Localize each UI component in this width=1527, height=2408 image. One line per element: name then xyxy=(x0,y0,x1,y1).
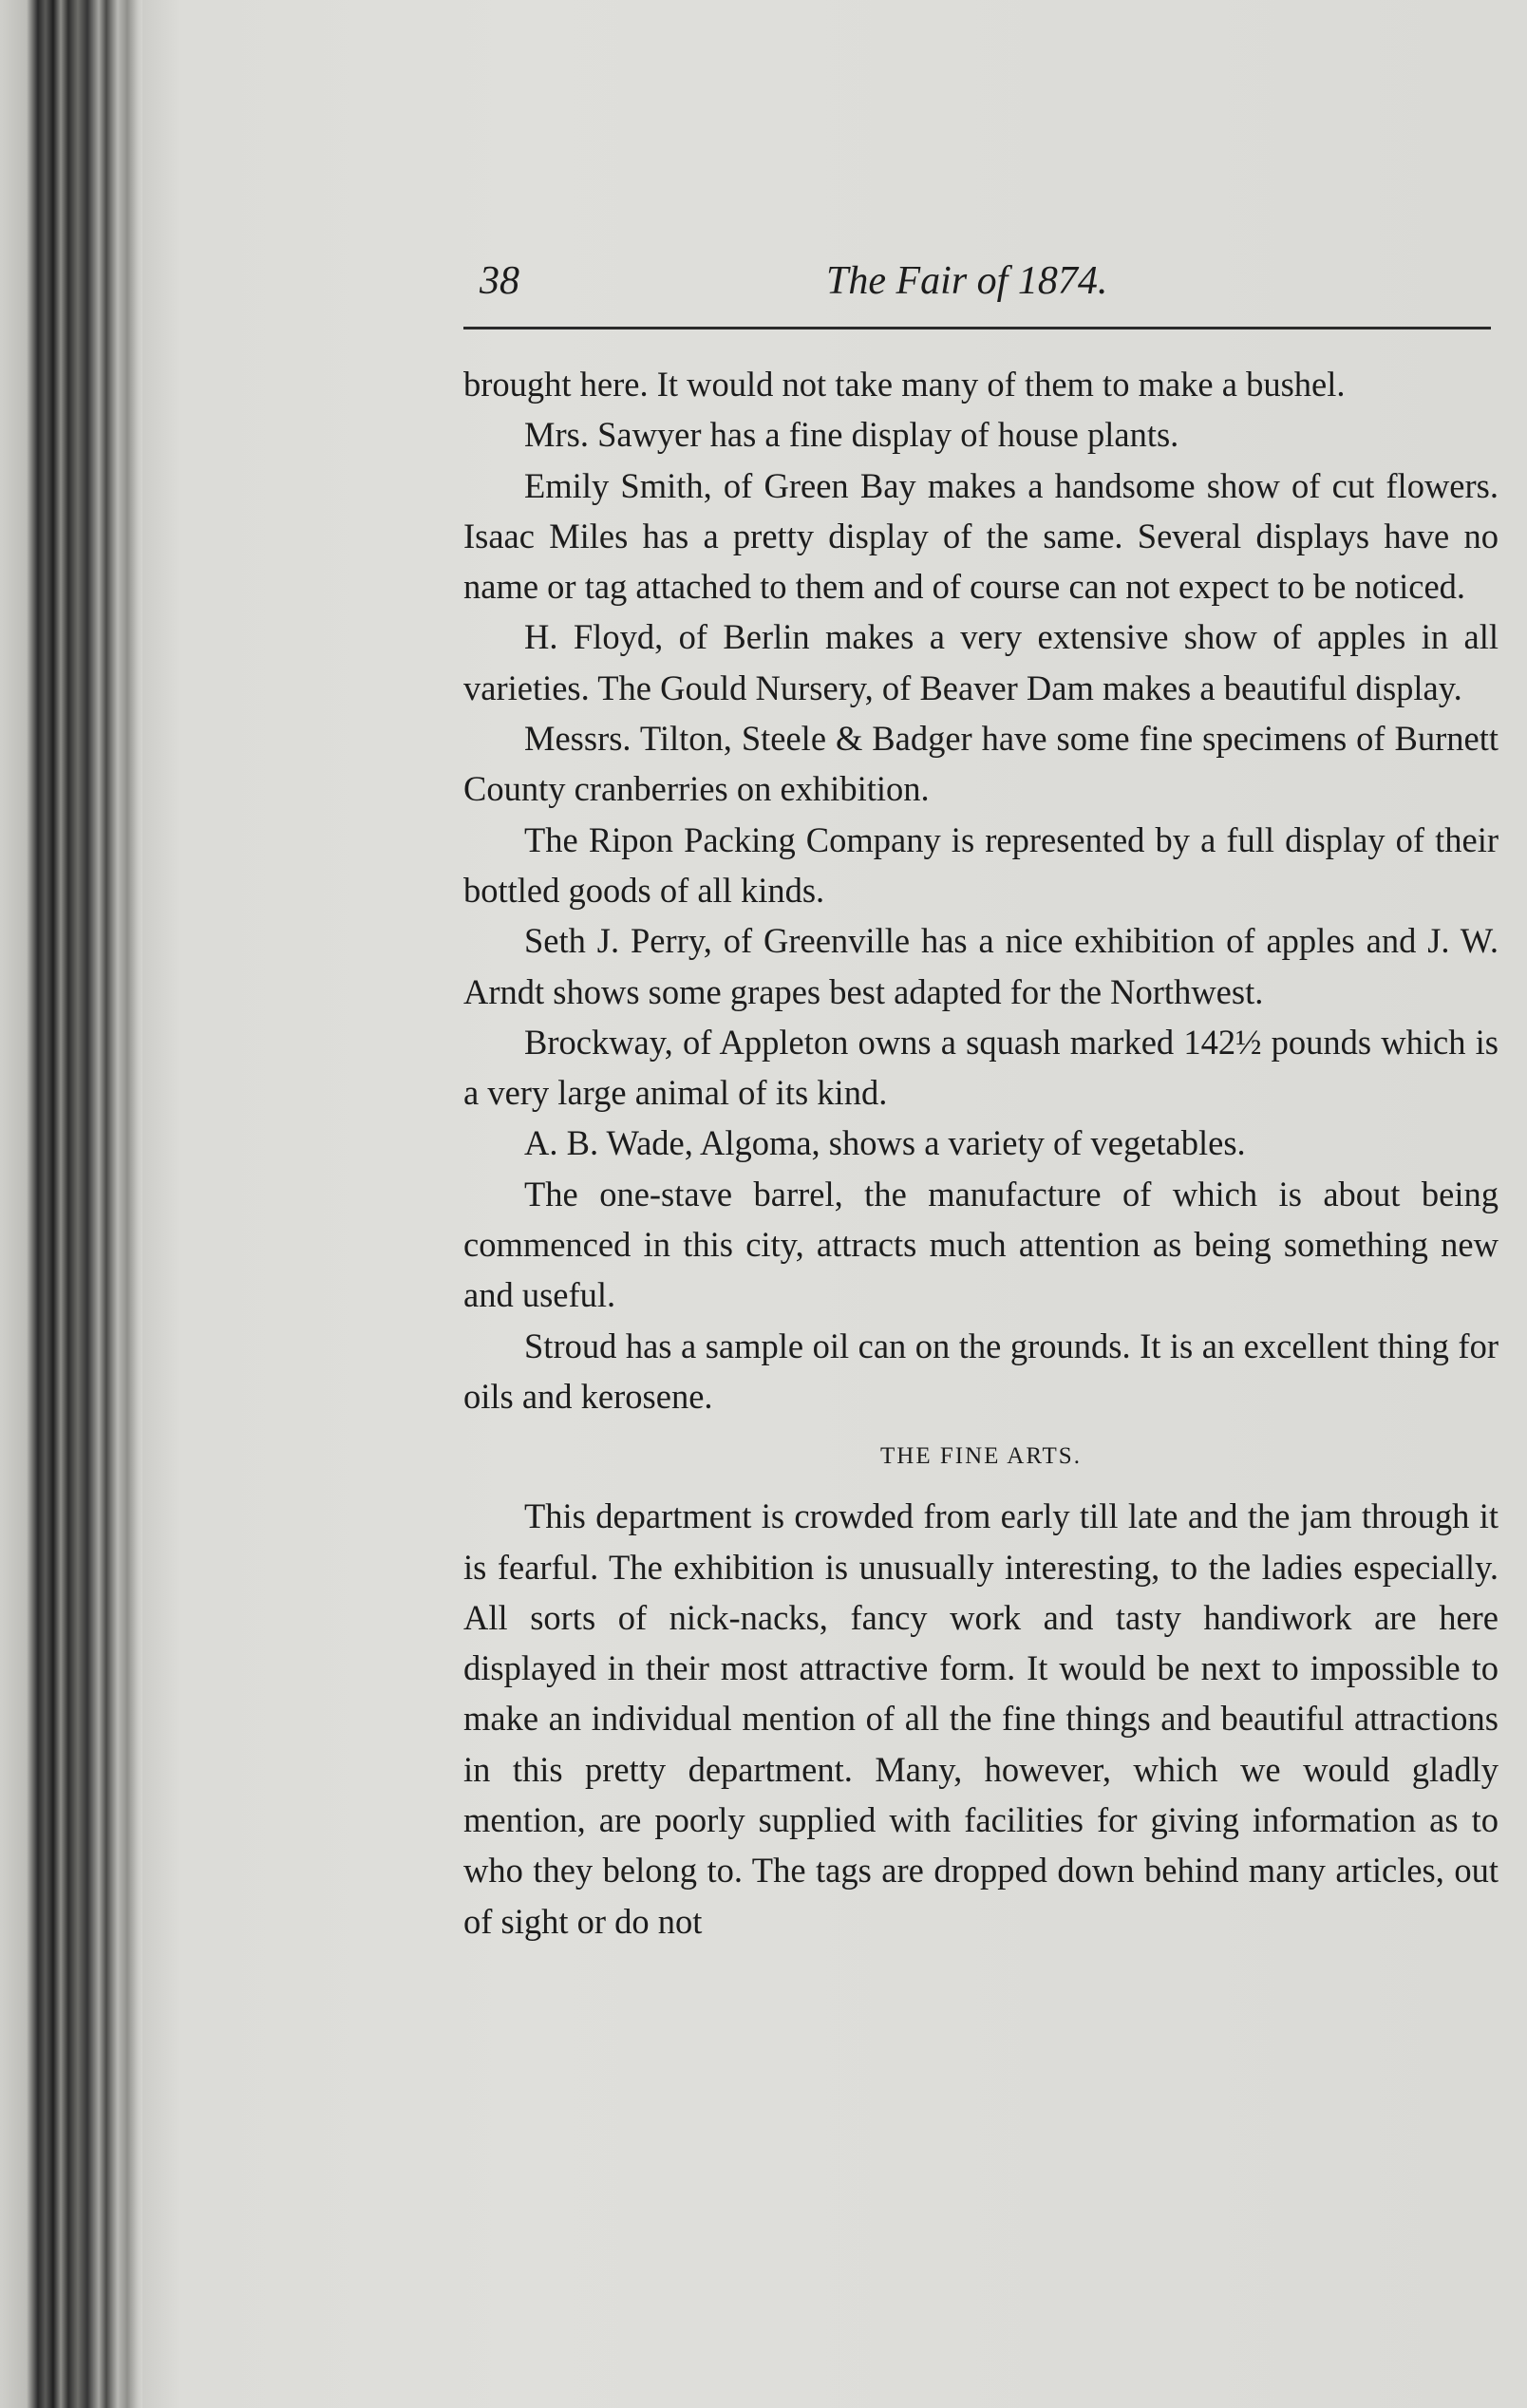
paragraph: Stroud has a sample oil can on the grounds. It is an excellent thing for oils and kerosene. xyxy=(463,1326,1499,1416)
paragraph: A. B. Wade, Algoma, shows a variety of vegetables. xyxy=(524,1123,1246,1163)
running-head xyxy=(480,258,1496,315)
paragraph: Emily Smith, of Green Bay makes a handsome show of cut flowers. Isaac Miles has a pretty display of the same. Several displays have no name or tag attached to them and of course can not expect to be noticed. xyxy=(463,465,1499,607)
book-spine xyxy=(0,0,142,2408)
page-number: 38 xyxy=(480,259,519,303)
paragraph: Mrs. Sawyer has a fine display of house plants. xyxy=(524,415,1179,455)
paragraph: This department is crowded from early till late and the jam through it is fearful. The exhibition is unusually interesting, to the ladies especially. All sorts of nick-nacks, fancy work and tasty handiwork are here displayed in their most attractive form. It would be next to impossible to make an individual mention of all the fine things and beautiful attractions in this pretty department. Many, however, which we would gladly mention, are poorly supplied with facilities for giving information as to who they belong to. The tags are dropped down behind many articles, out of sight or do not xyxy=(463,1496,1499,1941)
running-title: The Fair of 1874. xyxy=(826,259,1108,303)
paragraph: brought here. It would not take many of them to make a bushel. xyxy=(463,365,1346,404)
section-heading: THE FINE ARTS. xyxy=(880,1443,1082,1470)
header-rule xyxy=(463,327,1491,329)
paragraph: Brockway, of Appleton owns a squash marked 142½ pounds which is a very large animal of its kind. xyxy=(463,1022,1499,1113)
paragraph: The Ripon Packing Company is represented by a full display of their bottled goods of all kinds. xyxy=(463,819,1499,910)
paragraph: Messrs. Tilton, Steele & Badger have some fine specimens of Burnett County cranberries on exhibition. xyxy=(463,719,1499,809)
paragraph: Seth J. Perry, of Greenville has a nice exhibition of apples and J. W. Arndt shows some grapes best adapted for the Northwest. xyxy=(463,921,1499,1011)
paragraph: The one-stave barrel, the manufacture of which is about being commenced in this city, attracts much attention as being something new and useful. xyxy=(463,1174,1499,1315)
body-text xyxy=(463,359,1499,1947)
paragraph: H. Floyd, of Berlin makes a very extensive show of apples in all varieties. The Gould Nursery, of Beaver Dam makes a beautiful display. xyxy=(463,617,1499,707)
